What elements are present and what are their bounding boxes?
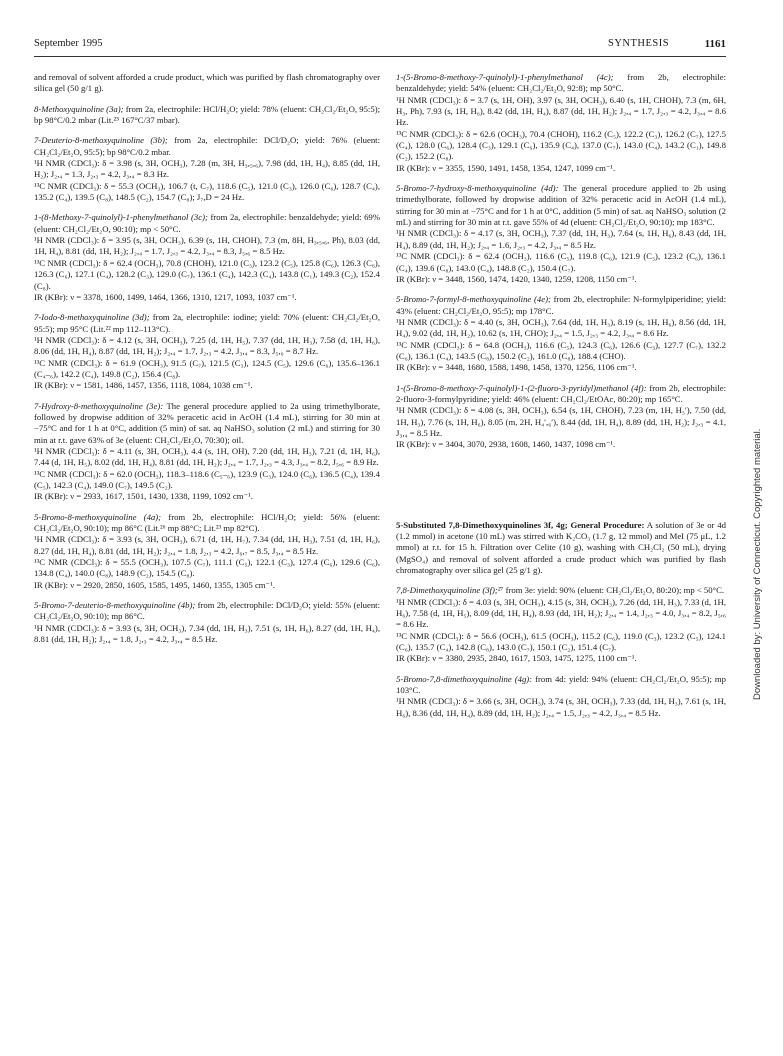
compound-name: 8-Methoxyquinoline (3a); bbox=[34, 103, 124, 114]
entry-text: from 2b, electrophile: HCl/H₂O; yield: 56% (eluent: CH₂Cl₂/Et₂O, 90:10); mp 86°C (Lit.²⁶ mp 88°C; Lit.²³ mp 82°C). bbox=[34, 511, 380, 534]
compound-entry bbox=[396, 383, 726, 451]
entry-paragraph bbox=[396, 129, 726, 163]
compound-name: 7-Deuterio-8-methoxyquinoline (3b); bbox=[34, 135, 168, 146]
entry-text: ¹H NMR (CDCl₃): δ = 3.93 (s, 3H, OCH₃), 7.34 (dd, 1H, H₃), 7.51 (s, 1H, H₆), 8.27 (dd, 1H, H₄), 8.81 (dd, 1H, H₂); J₂,₄ = 1.8, J₂,₃ = 4.2, J₃,₄ = 8.5 Hz. bbox=[34, 622, 380, 645]
entry-paragraph bbox=[34, 491, 380, 502]
entry-text: from 4d: yield: 94% (eluent: CH₂Cl₂/Et₂O, 95:5); mp 103°C. bbox=[396, 673, 727, 696]
entry-paragraph bbox=[34, 534, 380, 557]
download-watermark bbox=[752, 280, 768, 760]
entry-paragraph bbox=[34, 135, 380, 158]
entry-text: from 2a, electrophile: benzaldehyde; yield: 69% (eluent: CH₂Cl₂/Et₂O, 90:10); mp < 50°C. bbox=[34, 212, 381, 234]
entry-paragraph bbox=[396, 597, 726, 631]
entry-paragraph bbox=[34, 557, 380, 580]
entry-paragraph bbox=[34, 158, 380, 181]
entry-text: The general procedure applied to 2b using trimethylborate, followed by dropwise addition of 32% peracetic acid in AcOH (1.4 mL), stirring for 30 min at −75°C and for 1 h at 0°C, addition (5 min) of sat. aq NaHSO₃ solution (2 mL) and stirring for 30 min at r.t. gave 55% of 4d (eluent: CH₂Cl₂/Et₂O, 90:10); mp 183°C. bbox=[396, 183, 727, 228]
compound-entry bbox=[396, 520, 726, 577]
entry-text: IR (KBr): ν = 3448, 1560, 1474, 1420, 1340, 1259, 1208, 1150 cm⁻¹. bbox=[396, 273, 637, 284]
compound-entry bbox=[396, 183, 726, 285]
compound-entry bbox=[34, 600, 380, 645]
entry-text: from 2b, electrophile: 2-fluoro-3-formylpyridine; yield: 46% (eluent: CH₂Cl₂/EtOAc, 80:20); mp 165°C. bbox=[396, 382, 726, 404]
watermark-text: Downloaded by: University of Connecticut. Copyrighted material. bbox=[752, 428, 763, 700]
compound-entry bbox=[34, 512, 380, 591]
entry-paragraph bbox=[396, 95, 726, 129]
entry-paragraph bbox=[396, 585, 726, 596]
entry-paragraph bbox=[396, 72, 726, 95]
entry-paragraph bbox=[34, 580, 380, 591]
entry-text: IR (KBr): ν = 1581, 1486, 1457, 1356, 1118, 1084, 1038 cm⁻¹. bbox=[34, 380, 253, 391]
entry-text: ¹H NMR (CDCl₃): δ = 3.98 (s, 3H, OCH₃), 7.28 (m, 3H, H₃,₅,₆), 7.98 (dd, 1H, H₄), 8.85 (dd, 1H, H₂); J₂,₄ = 1.3, J₂,₃ = 4.2, J₃,₄ = 8.3 Hz. bbox=[34, 158, 380, 180]
entry-paragraph bbox=[396, 439, 726, 450]
entry-paragraph bbox=[34, 335, 380, 358]
entry-paragraph bbox=[34, 292, 380, 303]
entry-text: ¹³C NMR (CDCl₃): δ = 56.6 (OCH₃), 61.5 (OCH₃), 115.2 (C₆), 119.0 (C₃), 123.2 (C₅), 124.1 (C₆), 135.7 (C₄), 142.8 (C₈), 143.0 (C₇), 150.1 (C₂), 151.4 (C₇). bbox=[396, 630, 726, 653]
procedure-title: 5-Substituted 7,8-Dimethoxyquinolines 3f, 4g; General Procedure: bbox=[396, 519, 645, 530]
entry-text: ¹³C NMR (CDCl₃): δ = 55.5 (OCH₃), 107.5 (C₇), 111.1 (C₅), 122.1 (C₃), 127.4 (C₆), 129.6 (C₆), 134.8 (C₄), 140.0 (C₈), 148.9 (C₂), 154.5 (C₈). bbox=[34, 557, 380, 579]
compound-name: 5-Bromo-7-formyl-8-methoxyquinoline (4e); bbox=[396, 294, 551, 305]
compound-entry bbox=[34, 401, 380, 503]
compound-name: 1-(5-Bromo-8-methoxy-7-quinolyl)-1-phenylmethanol (4c); bbox=[396, 72, 614, 82]
compound-name: 5-Bromo-7-deuterio-8-methoxyquinoline (4b); bbox=[34, 600, 196, 611]
entry-paragraph bbox=[34, 512, 380, 535]
entry-paragraph bbox=[34, 181, 380, 204]
entry-paragraph bbox=[396, 383, 726, 406]
page-header bbox=[34, 38, 726, 54]
compound-name: 5-Bromo-7,8-dimethoxyquinoline (4g): bbox=[396, 673, 533, 684]
right-column bbox=[396, 72, 726, 728]
entry-text: ¹³C NMR (CDCl₃): δ = 61.9 (OCH₃), 91.5 (C₇), 121.5 (C₃), 124.5 (C₅), 129.6 (C₆), 135.6–136.1 (C₄–₆), 142.2 (C₄), 149.8 (C₂), 156.4 (C₈). bbox=[34, 357, 380, 379]
entry-text: ¹H NMR (CDCl₃): δ = 4.11 (s, 3H, OCH₃), 4.4 (s, 1H, OH), 7.20 (dd, 1H, H₃), 7.21 (d, 1H, H₆), 7.44 (d, 1H, H₅), 8.02 (dd, 1H, H₄), 8.81 (dd, 1H, H₂); J₂,₄ = 1.7, J₂,₃ = 4.3, J₃,₄ = 8.2, J₅,₆ = 8.9 Hz. bbox=[34, 445, 380, 468]
entry-text: from 2b, electrophile: N-formylpiperidine; yield: 43% (eluent: CH₂Cl₂/Et₂O, 95:5); mp 178°C. bbox=[396, 294, 726, 316]
entry-text: ¹H NMR (CDCl₃): δ = 4.03 (s, 3H, OCH₃), 4.15 (s, 3H, OCH₃), 7.26 (dd, 1H, H₃), 7.33 (d, 1H, H₆), 7.58 (d, 1H, H₅), 8.09 (dd, 1H, H₄), 8.93 (dd, 1H, H₂); J₂,₄ = 1.4, J₂,₃ = 4.0, J₃,₄ = 8.2, J₅,₆ = 8.6 Hz. bbox=[396, 596, 726, 630]
entry-paragraph bbox=[34, 380, 380, 391]
page-number: 1161 bbox=[704, 38, 726, 50]
entry-text: IR (KBr): ν = 2920, 2850, 1605, 1585, 1495, 1460, 1355, 1305 cm⁻¹. bbox=[34, 579, 275, 590]
compound-entry bbox=[34, 212, 380, 303]
entry-paragraph bbox=[396, 674, 726, 697]
column-gap bbox=[396, 460, 726, 520]
entry-text: IR (KBr): ν = 2933, 1617, 1501, 1430, 1338, 1199, 1092 cm⁻¹. bbox=[34, 491, 253, 502]
compound-name: 7-Iodo-8-methoxyquinoline (3d); bbox=[34, 312, 150, 323]
entry-text: ¹³C NMR (CDCl₃): δ = 64.8 (OCH₃), 116.6 (C₅), 124.3 (C₆), 126.6 (C₃), 127.7 (C₇), 132.2 (C₆), 136.1 (C₄), 143.5 (C₈), 150.2 (C₂), 161.0 (C₈), 188.4 (CHO). bbox=[396, 339, 726, 361]
entry-paragraph bbox=[396, 294, 726, 317]
left-column bbox=[34, 72, 380, 654]
entry-text: from 2b, electrophile: benzaldehyde; yield: 54% (eluent: CH₂Cl₂/Et₂O, 92:8); mp 50°C. bbox=[396, 72, 726, 94]
entry-text: from 2a, electrophile: iodine; yield: 70% (eluent: CH₂Cl₂/Et₂O, 95:5); mp 95°C (Lit.²² mp 112–113°C). bbox=[34, 312, 380, 334]
entry-text: ¹H NMR (CDCl₃): δ = 4.40 (s, 3H, OCH₃), 7.64 (dd, 1H, H₃), 8.19 (s, 1H, H₆), 8.56 (dd, 1H, H₄), 9.02 (dd, 1H, H₂), 10.62 (s, 1H, CHO); J₂,₄ = 1.5, J₂,₃ = 4.2, J₃,₄ = 8.6 Hz. bbox=[396, 316, 726, 339]
entry-text: IR (KBr): ν = 3355, 1590, 1491, 1458, 1354, 1247, 1099 cm⁻¹. bbox=[396, 162, 616, 173]
compound-name: 7,8-Dimethoxyquinoline (3f);²⁷ bbox=[396, 585, 504, 596]
entry-paragraph bbox=[396, 405, 726, 439]
entry-paragraph bbox=[396, 631, 726, 654]
entry-text: ¹H NMR (CDCl₃): δ = 3.66 (s, 3H, OCH₃), 3.74 (s, 3H, OCH₃), 7.33 (dd, 1H, H₃), 7.61 (s, 1H, H₆), 8.36 (dd, 1H, H₄), 8.89 (dd, 1H, H₂); J₂,₄ = 1.5, J₂,₃ = 4.2, J₃,₄ = 8.5 Hz. bbox=[396, 696, 726, 718]
compound-entry bbox=[34, 135, 380, 203]
entry-text: IR (KBr): ν = 3404, 3070, 2938, 1608, 1460, 1437, 1098 cm⁻¹. bbox=[396, 439, 616, 450]
entry-text: ¹³C NMR (CDCl₃): δ = 62.4 (OCH₃), 70.8 (CHOH), 121.0 (C₃), 123.2 (C₅), 125.8 (C₆), 126.3 (C₆), 126.3 (C₆), 127.1 (C₄), 128.2 (C₃), 129.0 (C₇), 136.1 (C₄), 142.3 (C₄), 143.8 (C₁), 149.3 (C₂), 152.4 (C₈). bbox=[34, 257, 380, 291]
entry-text: and removal of solvent afforded a crude product, which was purified by flash chromatography over silica gel (50 g/1 g). bbox=[34, 72, 380, 94]
entry-paragraph bbox=[34, 600, 380, 623]
entry-paragraph bbox=[396, 317, 726, 340]
entry-paragraph bbox=[396, 163, 726, 174]
entry-text: from 2b, electrophile: DCl/D₂O; yield: 55% (eluent: CH₂Cl₂/Et₂O, 90:10); mp 86°C. bbox=[34, 600, 380, 622]
entry-paragraph bbox=[396, 251, 726, 274]
compound-entry bbox=[396, 674, 726, 719]
compound-name: 5-Bromo-7-hydroxy-8-methoxyquinoline (4d): bbox=[396, 183, 559, 194]
entry-text: ¹H NMR (CDCl₃): δ = 3.95 (s, 3H, OCH₃), 6.39 (s, 1H, CHOH), 7.3 (m, 8H, H₃,₅,₆, Ph), 8.03 (dd, 1H, H₄), 8.81 (dd, 1H, H₂); J₂,₄ = 1.7, J₂,₃ = 4.2, J₃,₄ = 8.3, J₅,₆ = 8.5 Hz. bbox=[34, 235, 380, 257]
entry-text: from 2a, electrophile: DCl/D₂O; yield: 76% (eluent: CH₂Cl₂/Et₂O, 95:5); bp 98°C/0.2 mbar. bbox=[34, 135, 381, 157]
entry-paragraph bbox=[396, 228, 726, 251]
entry-paragraph bbox=[34, 104, 380, 127]
compound-entry bbox=[34, 72, 380, 95]
entry-paragraph bbox=[396, 696, 726, 719]
issue-date: September 1995 bbox=[34, 38, 103, 49]
entry-text: ¹H NMR (CDCl₃): δ = 4.08 (s, 3H, OCH₃), 6.54 (s, 1H, CHOH), 7.23 (m, 1H, H₅′), 7.50 (dd, 1H, H₃), 7.76 (s, 1H, H₆), 8.05 (m, 2H, H₄′,₆′), 8.44 (dd, 1H, H₄), 8.89 (dd, 1H, H₂); J₂,₃ = 4.1, J₃,₄ = 8.5 Hz. bbox=[396, 405, 726, 438]
entry-paragraph bbox=[34, 72, 380, 95]
compound-entry bbox=[396, 72, 726, 174]
journal-name: SYNTHESIS bbox=[608, 38, 670, 49]
entry-paragraph bbox=[34, 235, 380, 258]
entry-text: IR (KBr): ν = 3448, 1680, 1588, 1498, 1458, 1370, 1256, 1106 cm⁻¹. bbox=[396, 362, 637, 373]
entry-paragraph bbox=[34, 446, 380, 469]
entry-text: ¹³C NMR (CDCl₃): δ = 62.4 (OCH₃), 116.6 (C₅), 119.8 (C₆), 121.9 (C₃), 123.2 (C₆), 136.1 (C₄), 139.6 (C₈), 143.0 (C₄), 148.8 (C₂), 150.4 (C₇). bbox=[396, 251, 726, 273]
entry-text: from 3e: yield: 90% (eluent: CH₂Cl₂/Et₂O, 80:20); mp < 50°C. bbox=[505, 585, 725, 596]
entry-paragraph bbox=[34, 258, 380, 292]
entry-paragraph bbox=[34, 401, 380, 446]
entry-text: ¹³C NMR (CDCl₃): δ = 62.6 (OCH₃), 70.4 (CHOH), 116.2 (C₅), 122.2 (C₃), 126.2 (C₇), 127.5 (C₄), 128.0 (C₆), 128.4 (C₃), 129.1 (C₆), 135.9 (C₄), 137.0 (C₇), 143.0 (C₄), 143.2 (C₁), 149.8 (C₂), 152.2 (C₈). bbox=[396, 128, 726, 162]
compound-entry bbox=[34, 312, 380, 391]
entry-text: ¹³C NMR (CDCl₃): δ = 55.3 (OCH₃), 106.7 (t, C₇), 118.6 (C₅), 121.0 (C₃), 126.0 (C₆), 128.7 (C₄), 135.2 (C₄), 139.5 (C₈), 148.5 (C₂), 154.7 (C₈); J₇,D = 24 Hz. bbox=[34, 180, 380, 203]
entry-text: The general procedure applied to 2a using trimethylborate, followed by dropwise addition of 32% peracetic acid in AcOH (1.4 mL), stirring for 30 min at −75°C and for 1 h at 0°C, addition (5 min) of sat. aq NaHSO₃ solution (2 mL) and stirring for 30 min at r.t. gave 63% of 3e (eluent: CH₂Cl₂/Et₂O, 70:30); oil. bbox=[34, 400, 381, 445]
compound-name: 1-(5-Bromo-8-methoxy-7-quinolyl)-1-(2-fluoro-3-pyridyl)methanol (4f): bbox=[396, 382, 647, 393]
entry-paragraph bbox=[34, 312, 380, 335]
entry-paragraph bbox=[396, 274, 726, 285]
entry-paragraph bbox=[396, 653, 726, 664]
entry-text: A solution of 3e or 4d (1.2 mmol) in acetone (10 mL) was stirred with K₂CO₃ (1.7 g, 12 mmol) and MeI (75 μL, 1.2 mmol) at r.t. for 15 h. Filtration over Celite (10 g), washing with CH₂Cl₂ (50 mL), drying (MgSO₄) and removal of solvent afforded a crude product which was purified by flash chromatography over silica gel (25 g/1 g). bbox=[396, 519, 726, 576]
entry-paragraph bbox=[34, 212, 380, 235]
entry-text: ¹H NMR (CDCl₃): δ = 3.7 (s, 1H, OH), 3.97 (s, 3H, OCH₃), 6.40 (s, 1H, CHOH), 7.3 (m, 6H, H₃, Ph), 7.93 (s, 1H, H₆), 8.42 (dd, 1H, H₄), 8.87 (dd, 1H, H₂); J₂,₄ = 1.7, J₂,₃ = 4.2, J₃,₄ = 8.6 Hz. bbox=[396, 94, 726, 128]
entry-text: IR (KBr): ν = 3380, 2935, 2840, 1617, 1503, 1475, 1275, 1100 cm⁻¹. bbox=[396, 653, 637, 664]
entry-text: ¹³C NMR (CDCl₃): δ = 62.0 (OCH₃), 118.3–118.6 (C₅–₆), 123.9 (C₃), 124.0 (C₆), 136.5 (C₄), 139.4 (C₅), 142.3 (C₄), 149.0 (C₇), 149.5 (C₂). bbox=[34, 468, 380, 490]
compound-entry bbox=[396, 585, 726, 664]
entry-text: ¹H NMR (CDCl₃): δ = 4.12 (s, 3H, OCH₃), 7.25 (d, 1H, H₅), 7.37 (dd, 1H, H₃), 7.58 (d, 1H, H₆), 8.06 (dd, 1H, H₄), 8.87 (dd, 1H, H₂); J₂,₄ = 1.7, J₂,₃ = 4.2, J₃,₄ = 8.3, J₅,₆ = 8.7 Hz. bbox=[34, 334, 380, 357]
compound-name: 5-Bromo-8-methoxyquinoline (4a); bbox=[34, 511, 162, 522]
entry-paragraph bbox=[396, 340, 726, 363]
compound-name: 1-(8-Methoxy-7-quinolyl)-1-phenylmethanol (3c); bbox=[34, 212, 208, 223]
entry-paragraph bbox=[396, 362, 726, 373]
header-rule bbox=[34, 56, 726, 57]
entry-text: from 2a, electrophile: HCl/H₂O; yield: 78% (eluent: CH₂Cl₂/Et₂O, 95:5); bp 98°C/0.2 mbar (Lit.²⁵ 167°C/37 mbar). bbox=[34, 103, 380, 126]
compound-name: 7-Hydroxy-8-methoxyquinoline (3e): bbox=[34, 400, 164, 411]
entry-text: IR (KBr): ν = 3378, 1600, 1499, 1464, 1366, 1310, 1217, 1093, 1037 cm⁻¹. bbox=[34, 291, 297, 302]
entry-paragraph bbox=[34, 623, 380, 646]
entry-paragraph bbox=[396, 183, 726, 228]
entry-paragraph bbox=[396, 520, 726, 577]
entry-paragraph bbox=[34, 358, 380, 381]
compound-entry bbox=[34, 104, 380, 127]
entry-text: ¹H NMR (CDCl₃): δ = 4.17 (s, 3H, OCH₃), 7.37 (dd, 1H, H₃), 7.64 (s, 1H, H₆), 8.43 (dd, 1H, H₄), 8.89 (dd, 1H, H₂); J₂,₄ = 1.6, J₂,₃ = 4.2, J₃,₄ = 8.5 Hz. bbox=[396, 228, 726, 250]
compound-entry bbox=[396, 294, 726, 373]
entry-text: ¹H NMR (CDCl₃): δ = 3.93 (s, 3H, OCH₃), 6.71 (d, 1H, H₇), 7.34 (dd, 1H, H₃), 7.51 (d, 1H, H₆), 8.27 (dd, 1H, H₄), 8.81 (dd, 1H, H₂); J₂,₄ = 1.8, J₂,₃ = 4.2, J₆,₇ = 8.5, J₃,₄ = 8.5 Hz. bbox=[34, 534, 380, 556]
entry-paragraph bbox=[34, 469, 380, 492]
